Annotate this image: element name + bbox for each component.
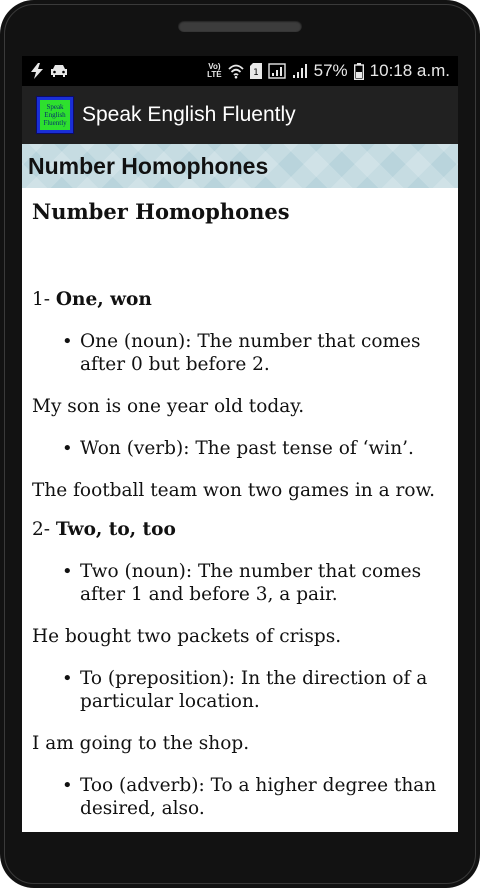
group-heading — [32, 518, 444, 541]
definition-text: Too (adverb): To a higher degree than desired, also. — [80, 775, 437, 819]
list-item — [32, 774, 444, 820]
bullet-icon: • — [62, 331, 73, 352]
app-logo[interactable] — [36, 96, 74, 134]
definition-text: One (noun): The number that comes after 0 but before 2. — [80, 331, 421, 375]
flash-icon — [30, 63, 44, 79]
bullet-icon: • — [62, 775, 73, 796]
group-heading-text: One, won — [55, 289, 152, 310]
car-icon — [50, 64, 68, 78]
example-sentence: My son is one year old today. — [32, 396, 305, 417]
bullet-icon: • — [62, 561, 73, 582]
section-header — [22, 144, 458, 188]
clock: 10:18 a.m. — [369, 61, 450, 80]
list-item — [32, 667, 444, 713]
group-number: 2- — [32, 519, 56, 540]
app-title: Speak English Fluently — [82, 103, 296, 126]
example-sentence: I am going to the shop. — [32, 733, 250, 754]
group-heading-text: Two, to, too — [55, 519, 176, 540]
screen — [22, 56, 458, 832]
article-content — [22, 188, 458, 820]
app-bar — [22, 86, 458, 144]
list-item — [32, 437, 444, 460]
group-heading — [32, 288, 444, 311]
earpiece-speaker — [178, 20, 302, 32]
signal-icon-2 — [292, 63, 308, 79]
bullet-icon: • — [62, 438, 73, 459]
battery-icon — [354, 63, 364, 80]
battery-percent: 57% — [313, 61, 348, 80]
wifi-icon — [228, 63, 244, 79]
app-logo-text: Speak English Fluently — [40, 100, 70, 130]
definition-text: To (preposition): In the direction of a particular location. — [80, 668, 428, 712]
bullet-icon: • — [62, 668, 73, 689]
example-sentence: He bought two packets of crisps. — [32, 626, 342, 647]
example-sentence: The football team won two games in a row. — [32, 480, 435, 501]
section-header-title: Number Homophones — [28, 152, 269, 179]
group-number: 1- — [32, 289, 56, 310]
list-item — [32, 560, 444, 606]
definition-text: Two (noun): The number that comes after 1 and before 3, a pair. — [80, 561, 422, 605]
status-bar — [22, 56, 458, 86]
list-item — [32, 330, 444, 376]
signal-icon-1 — [268, 63, 286, 79]
sim-icon — [250, 63, 262, 79]
definition-text: Won (verb): The past tense of ‘win’. — [80, 438, 414, 459]
article-title: Number Homophones — [32, 199, 290, 224]
svg-text:1: 1 — [252, 68, 259, 78]
volte-icon: Vo) LTE — [207, 62, 222, 79]
